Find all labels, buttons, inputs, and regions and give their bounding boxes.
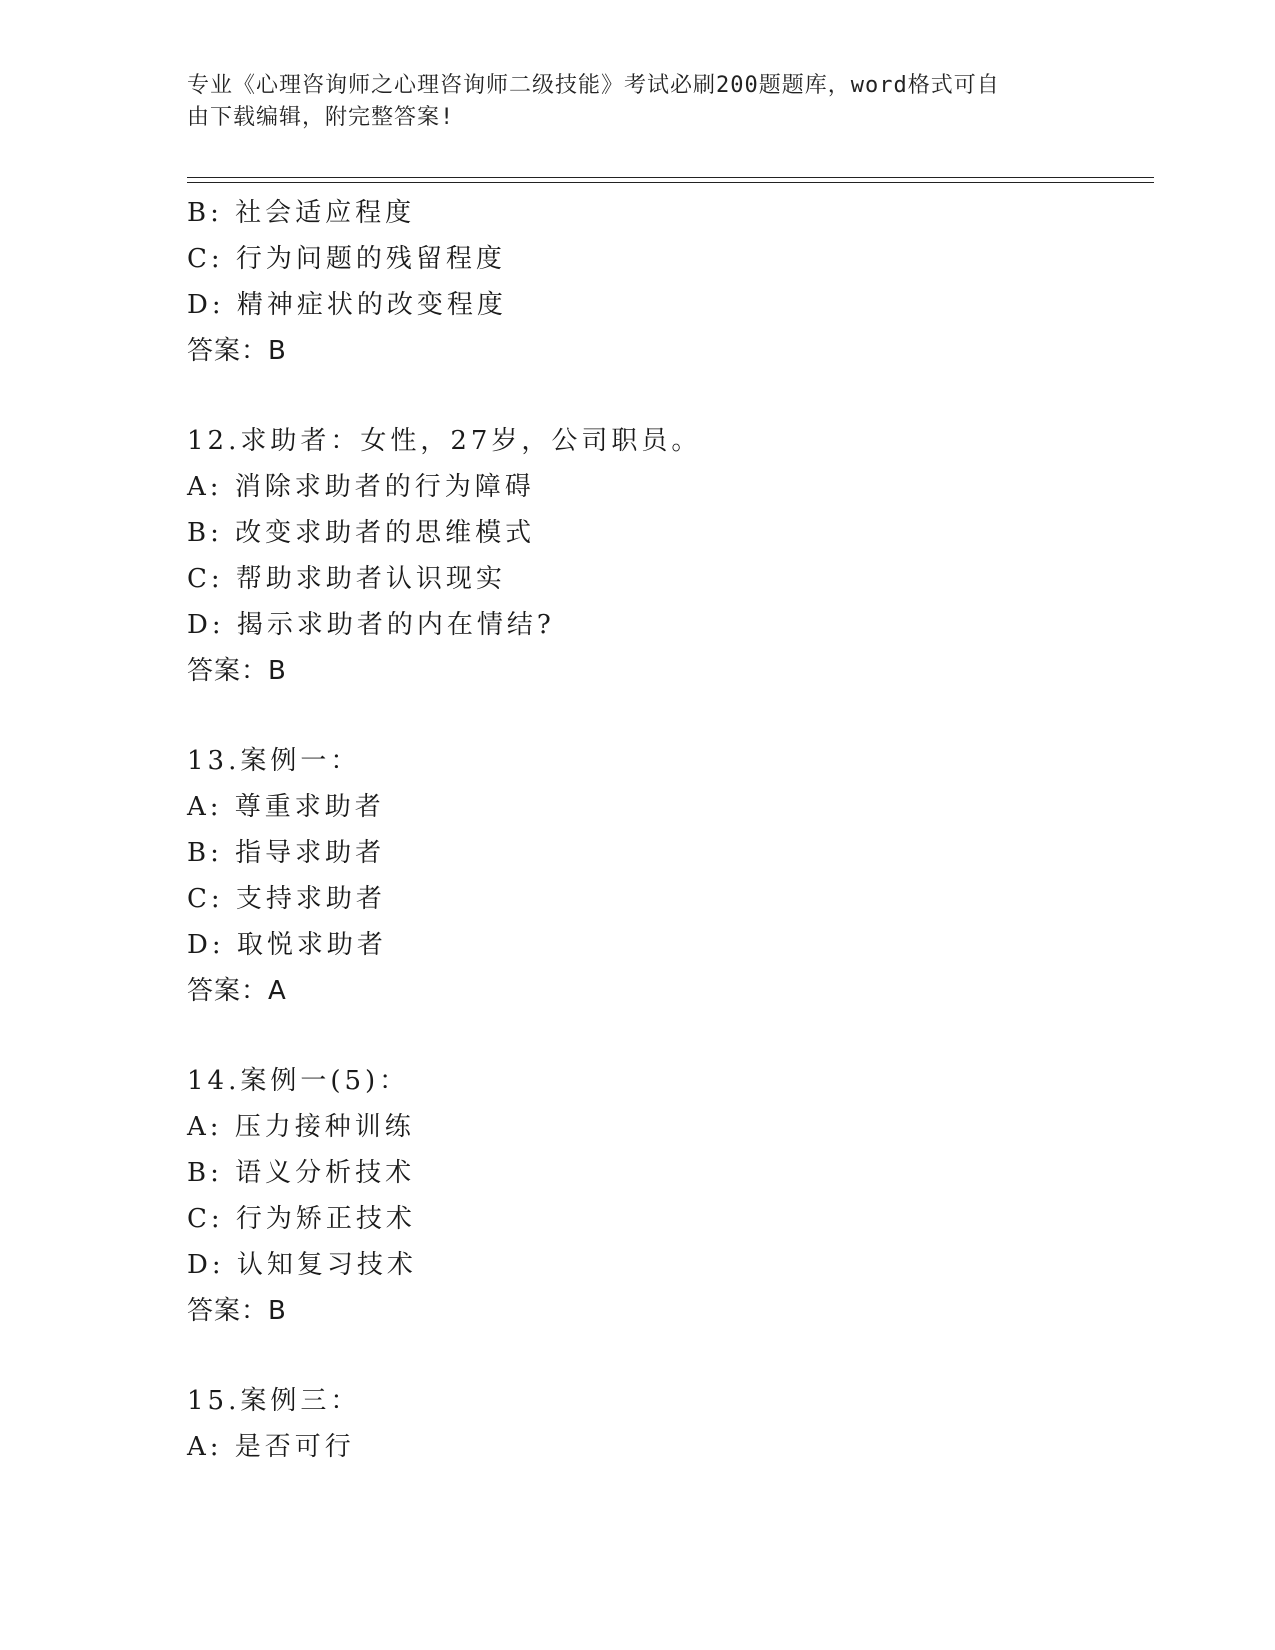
question-stem: 15.案例三：	[187, 1386, 361, 1416]
option-b: B: 指导求助者	[187, 838, 386, 868]
question-12	[187, 418, 1147, 694]
option-b: B: 改变求助者的思维模式	[187, 518, 536, 548]
answer: 答案：A	[187, 976, 287, 1006]
option-d: D: 揭示求助者的内在情结?	[187, 610, 555, 640]
option-c: C: 帮助求助者认识现实	[187, 564, 506, 594]
option-c: C: 行为矫正技术	[187, 1204, 416, 1234]
option-d: D: 取悦求助者	[187, 930, 387, 960]
question-list	[187, 190, 1147, 1470]
header-divider-top	[187, 177, 1154, 178]
question-stem: 13.案例一：	[187, 746, 361, 776]
option-c: C: 行为问题的残留程度	[187, 244, 506, 274]
question-14	[187, 1058, 1147, 1334]
option-d: D: 认知复习技术	[187, 1250, 417, 1280]
option-a: A: 消除求助者的行为障碍	[187, 472, 535, 502]
answer: 答案：B	[187, 1296, 287, 1326]
answer: 答案：B	[187, 656, 287, 686]
option-a: A: 压力接种训练	[187, 1112, 415, 1142]
option-c: C: 支持求助者	[187, 884, 386, 914]
option-b: B: 社会适应程度	[187, 198, 416, 228]
question-stem: 14.案例一(5)：	[187, 1066, 410, 1096]
question-15	[187, 1378, 1147, 1470]
header-line-2: 由下载编辑，附完整答案!	[187, 105, 455, 130]
header-divider-bottom	[187, 182, 1154, 183]
option-d: D: 精神症状的改变程度	[187, 290, 507, 320]
document-header	[187, 70, 1067, 134]
answer: 答案：B	[187, 336, 287, 366]
option-a: A: 尊重求助者	[187, 792, 385, 822]
question-stem: 12.求助者：女性，27岁，公司职员。	[187, 426, 702, 456]
question-13	[187, 738, 1147, 1014]
question-11-continued	[187, 190, 1147, 374]
header-line-1: 专业《心理咨询师之心理咨询师二级技能》考试必刷200题题库，word格式可自	[187, 73, 1000, 98]
option-b: B: 语义分析技术	[187, 1158, 416, 1188]
option-a: A: 是否可行	[187, 1432, 355, 1462]
